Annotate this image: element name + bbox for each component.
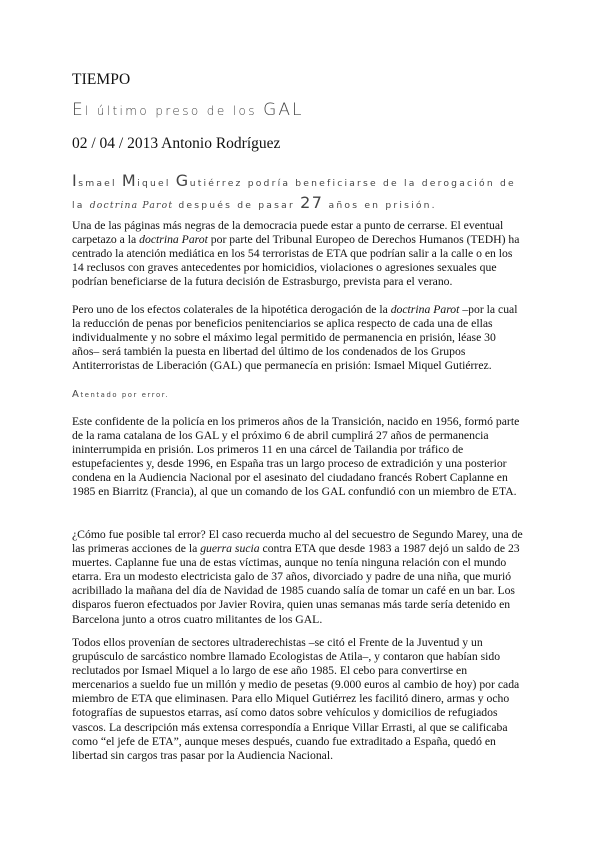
subtitle-initial-m: M (121, 171, 138, 190)
date-author-line: 02 / 04 / 2013 Antonio Rodríguez (72, 135, 281, 152)
paragraph-4 (72, 528, 524, 627)
paragraph-1 (72, 219, 524, 289)
title-text: l último preso de los (84, 104, 264, 118)
p1-text-b: por parte del Tribunal Europeo de Derechos Humanos (TEDH) ha centrado la atención mediática en los 54 terroristas de ETA que podrían salir a la calle o en los 14 reclusos con graves antecedentes por homicidios, violaciones o agresiones sexuales que podrían beneficiarse de la futura decisión de Estrasburgo, prevista para el verano. (72, 233, 520, 289)
subtitle-text-b: iquel (137, 178, 176, 189)
article-subtitle (72, 171, 532, 215)
p1-italic: doctrina Parot (139, 233, 208, 247)
p4-text-b: contra ETA que desde 1983 a 1987 dejó un saldo de 23 muertes. Caplanne fue una de estas víctimas, aunque no tenía ninguna relación con el mundo etarra. Era un modesto electricista galo de 37 años, divorciado y padre de una niña, que murió acribillado la mañana del día de Navidad de 1985 cuando salía de tomar un café en un bar. Los disparos fueron efectuados por Javier Rovira, quien unas semanas más tarde sería detenido en Barcelona junto a otros cuatro militantes de los GAL. (72, 542, 520, 626)
subtitle-initial-g: G (175, 171, 190, 190)
subtitle-text-a: smael (78, 178, 122, 189)
section-subhead (72, 389, 169, 400)
subtitle-initial-i: I (72, 171, 79, 190)
subtitle-text-e: años en prisión. (323, 200, 437, 211)
subtitle-text-c: utiérrez podría beneficiarse de la derogación de la (72, 178, 516, 211)
subtitle-text-d: después de pasar (173, 200, 301, 211)
p2-text-b: –por la cual la reducción de penas por beneficios penitenciarios se aplica respecto de cada una de ellas individualmente y no sobre el máximo legal permitido de permanencia en prisión, léase 30 años– será también la puesta en libertad del último de los condenados de los Grupos Antiterroristas de Liberación (GAL) que permanecía en prisión: Ismael Miquel Gutiérrez. (72, 303, 518, 373)
subhead-text: tentado por error. (80, 391, 170, 399)
title-gal: GAL (263, 100, 304, 120)
paragraph-5: Todos ellos provenían de sectores ultraderechistas –se citó el Frente de la Juventud y un grupúsculo de sarcástico nombre llamado Ecologistas de Atila–, y contaron que habían sido reclutados por Ismael Miquel a lo largo de ese año 1985. El cebo para convertirse en mercenarios a sueldo fue un millón y medio de pesetas (9.000 euros al cambio de hoy) por cada miembro de ETA que eliminasen. Para ello Miquel Gutiérrez les facilitó dinero, armas y ocho fotografías de supuestos etarras, así como datos sobre vehículos y domicilios de refugiados vascos. La descripción más extensa correspondía a Enrique Villar Errasti, al que se calificaba como “el jefe de ETA”, aunque meses después, cuando fue extraditado a España, quedó en libertad sin cargos tras pasar por la Audiencia Nacional. (72, 636, 520, 762)
p4-text-a: ¿Cómo fue posible tal error? El caso recuerda mucho al del secuestro de Segundo Marey, una de las primeras acciones de la (72, 528, 523, 556)
p2-italic: doctrina Parot (390, 303, 460, 316)
section-label: TIEMPO (72, 71, 131, 88)
subhead-initial: A (72, 389, 81, 400)
subtitle-italic: doctrina Parot (89, 200, 174, 211)
p4-italic: guerra sucia (200, 542, 260, 556)
subtitle-number: 27 (300, 193, 324, 212)
p1-text-a: Una de las páginas más negras de la democracia puede estar a punto de cerrarse. El eventual carpetazo a la (72, 219, 504, 247)
paragraph-3: Este confidente de la policía en los primeros años de la Transición, nacido en 1956, formó parte de la rama catalana de los GAL y el próximo 6 de abril cumplirá 27 años de permanencia ininterrumpida en prisión. Los primeros 11 en una cárcel de Tailandia por tráfico de estupefacientes y, desde 1996, en España tras un largo proceso de extradición y una posterior condena en la Audiencia Nacional por el asesinato del ciudadano francés Robert Caplanne en 1985 en Biarritz (Francia), al que un comando de los GAL confundió con un miembro de ETA. (72, 415, 520, 499)
p2-text-a: Pero uno de los efectos colaterales de la hipotética derogación de la (72, 303, 391, 316)
article-title (72, 100, 303, 120)
paragraph-2 (72, 303, 524, 373)
title-initial: E (72, 100, 85, 120)
